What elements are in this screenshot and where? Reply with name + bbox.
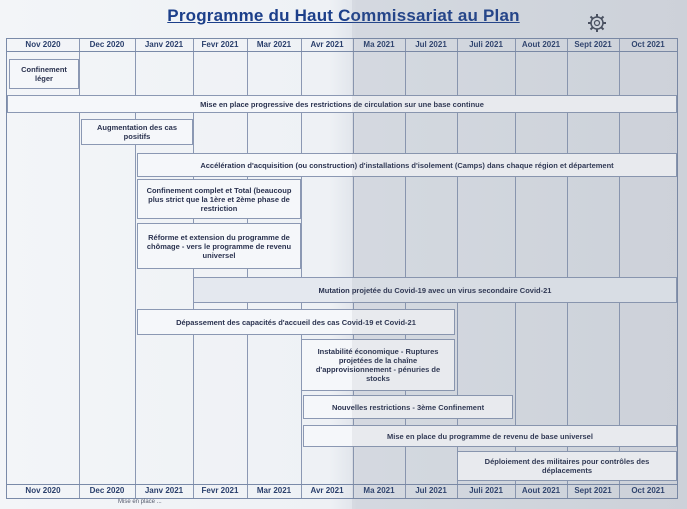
footnote: Mise en place ... [118,499,162,505]
event-confinement-leger: Confinement léger [9,59,79,89]
event-depassement-capacites: Dépassement des capacités d'accueil des cas Covid-19 et Covid-21 [137,309,455,335]
event-nouvelles-restrictions: Nouvelles restrictions - 3ème Confinement [303,395,513,419]
month-footer: Jul 2021 [405,484,457,497]
month-footer: Ma 2021 [353,484,405,497]
month-header: Avr 2021 [301,39,353,52]
event-revenu-base: Mise en place du programme de revenu de base universel [303,425,677,447]
month-footer: Mar 2021 [247,484,301,497]
event-mutation-covid21: Mutation projetée du Covid-19 avec un virus secondaire Covid-21 [193,277,677,303]
month-footer: Sept 2021 [567,484,619,497]
month-header: Mar 2021 [247,39,301,52]
month-footer: Juli 2021 [457,484,515,497]
month-footer: Aout 2021 [515,484,567,497]
event-deploiement-militaires: Déploiement des militaires pour contrôles des déplacements [457,451,677,481]
month-header: Juli 2021 [457,39,515,52]
event-confinement-complet: Confinement complet et Total (beaucoup plus strict que la 1ère et 2ème phase de restriction [137,179,301,219]
timeline-grid [6,38,678,499]
month-footer: Fevr 2021 [193,484,247,497]
month-header: Dec 2020 [79,39,135,52]
month-footer: Dec 2020 [79,484,135,497]
event-reforme-chomage: Réforme et extension du programme de chômage - vers le programme de revenu universel [137,223,301,269]
event-mise-en-place-restrictions: Mise en place progressive des restrictions de circulation sur une base continue [7,95,677,113]
month-header: Jul 2021 [405,39,457,52]
event-acceleration-camps: Accélération d'acquisition (ou construction) d'installations d'isolement (Camps) dans chaque région et département [137,153,677,177]
month-header: Aout 2021 [515,39,567,52]
month-footer: Avr 2021 [301,484,353,497]
month-header: Sept 2021 [567,39,619,52]
month-footer: Oct 2021 [619,484,677,497]
month-header: Nov 2020 [7,39,79,52]
month-footer: Nov 2020 [7,484,79,497]
gear-icon[interactable] [587,13,607,33]
month-header: Fevr 2021 [193,39,247,52]
event-augmentation-cas: Augmentation des cas positifs [81,119,193,145]
month-header: Oct 2021 [619,39,677,52]
month-footer: Janv 2021 [135,484,193,497]
event-instabilite-economique: Instabilité économique - Ruptures projetées de la chaîne d'approvisionnement - pénuries de stocks [301,339,455,391]
page-title: Programme du Haut Commissariat au Plan [167,6,520,25]
month-header: Janv 2021 [135,39,193,52]
month-header: Ma 2021 [353,39,405,52]
